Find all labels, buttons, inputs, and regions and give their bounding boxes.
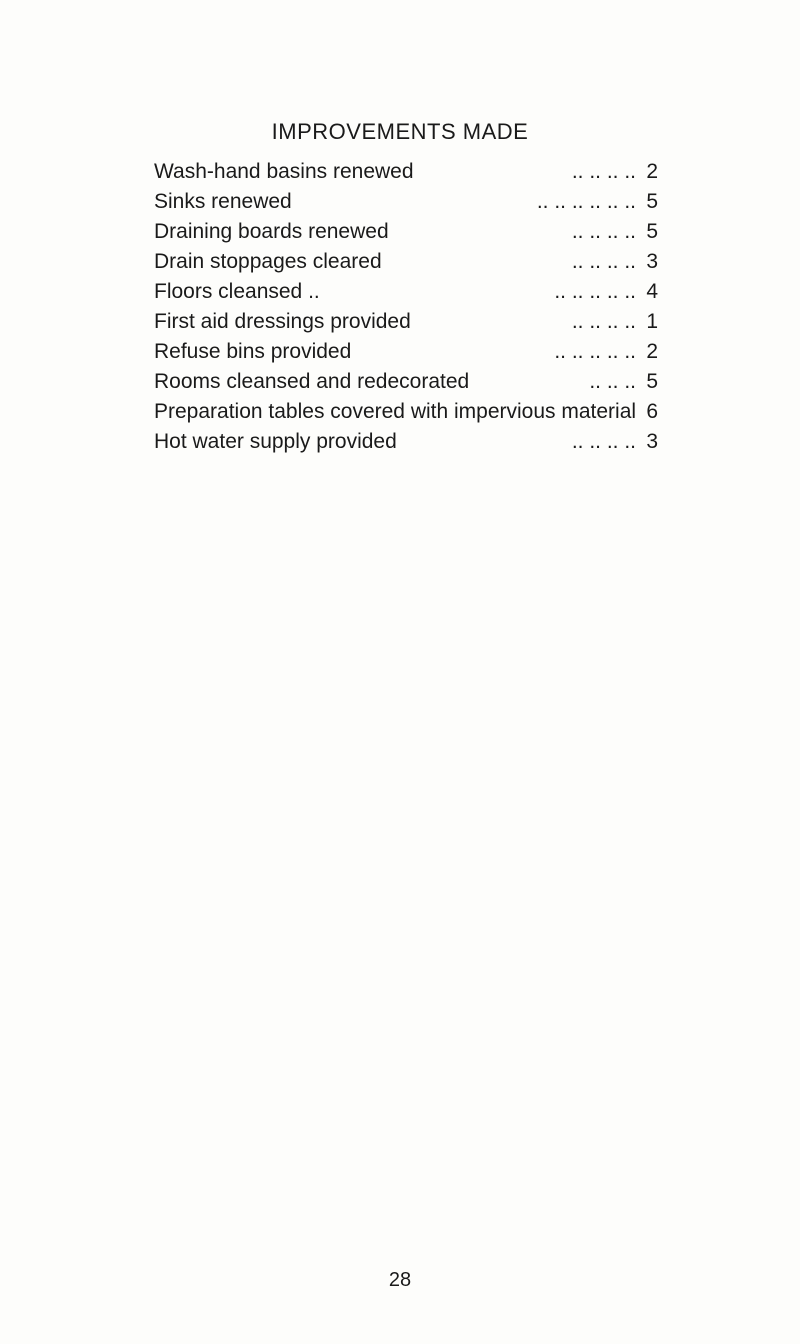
dot-leaders: .. .. .. .. xyxy=(571,250,636,273)
dot-leaders: .. .. .. .. xyxy=(571,310,636,333)
item-count: 5 xyxy=(646,190,658,213)
improvements-list xyxy=(154,157,658,457)
item-label: Sinks renewed xyxy=(154,190,292,213)
list-item xyxy=(154,367,658,397)
dot-leaders: .. .. .. xyxy=(589,370,636,393)
item-count: 2 xyxy=(646,160,658,183)
item-label: Draining boards renewed xyxy=(154,220,389,243)
page-number: 28 xyxy=(388,1269,412,1291)
dot-leaders: .. .. .. .. xyxy=(571,160,636,183)
item-label: Drain stoppages cleared xyxy=(154,250,382,273)
dot-leaders: .. .. .. .. .. .. xyxy=(536,190,636,213)
dot-leaders: .. .. .. .. .. xyxy=(554,340,636,363)
list-item xyxy=(154,217,658,247)
item-label: Refuse bins provided xyxy=(154,340,352,363)
item-count: 5 xyxy=(646,220,658,243)
item-count: 1 xyxy=(646,310,658,333)
dot-leaders: .. .. .. .. xyxy=(571,220,636,243)
item-label: First aid dressings provided xyxy=(154,310,411,333)
item-count: 5 xyxy=(646,370,658,393)
list-item xyxy=(154,247,658,277)
list-item xyxy=(154,187,658,217)
list-item xyxy=(154,157,658,187)
list-item xyxy=(154,337,658,367)
list-item xyxy=(154,307,658,337)
list-item xyxy=(154,427,658,457)
dot-leaders: .. .. .. .. .. xyxy=(554,280,636,303)
item-label: Hot water supply provided xyxy=(154,430,397,453)
item-label: Wash-hand basins renewed xyxy=(154,160,414,183)
list-item xyxy=(154,397,658,427)
item-count: 6 xyxy=(646,400,658,423)
list-item xyxy=(154,277,658,307)
item-label: Floors cleansed .. xyxy=(154,280,320,303)
item-count: 3 xyxy=(646,430,658,453)
item-count: 2 xyxy=(646,340,658,363)
item-label: Rooms cleansed and redecorated xyxy=(154,370,470,393)
item-count: 3 xyxy=(646,250,658,273)
item-count: 4 xyxy=(646,280,658,303)
item-label: Preparation tables covered with impervious material xyxy=(154,400,637,423)
page-title: IMPROVEMENTS MADE xyxy=(271,119,529,144)
dot-leaders: .. .. .. .. xyxy=(571,430,636,453)
